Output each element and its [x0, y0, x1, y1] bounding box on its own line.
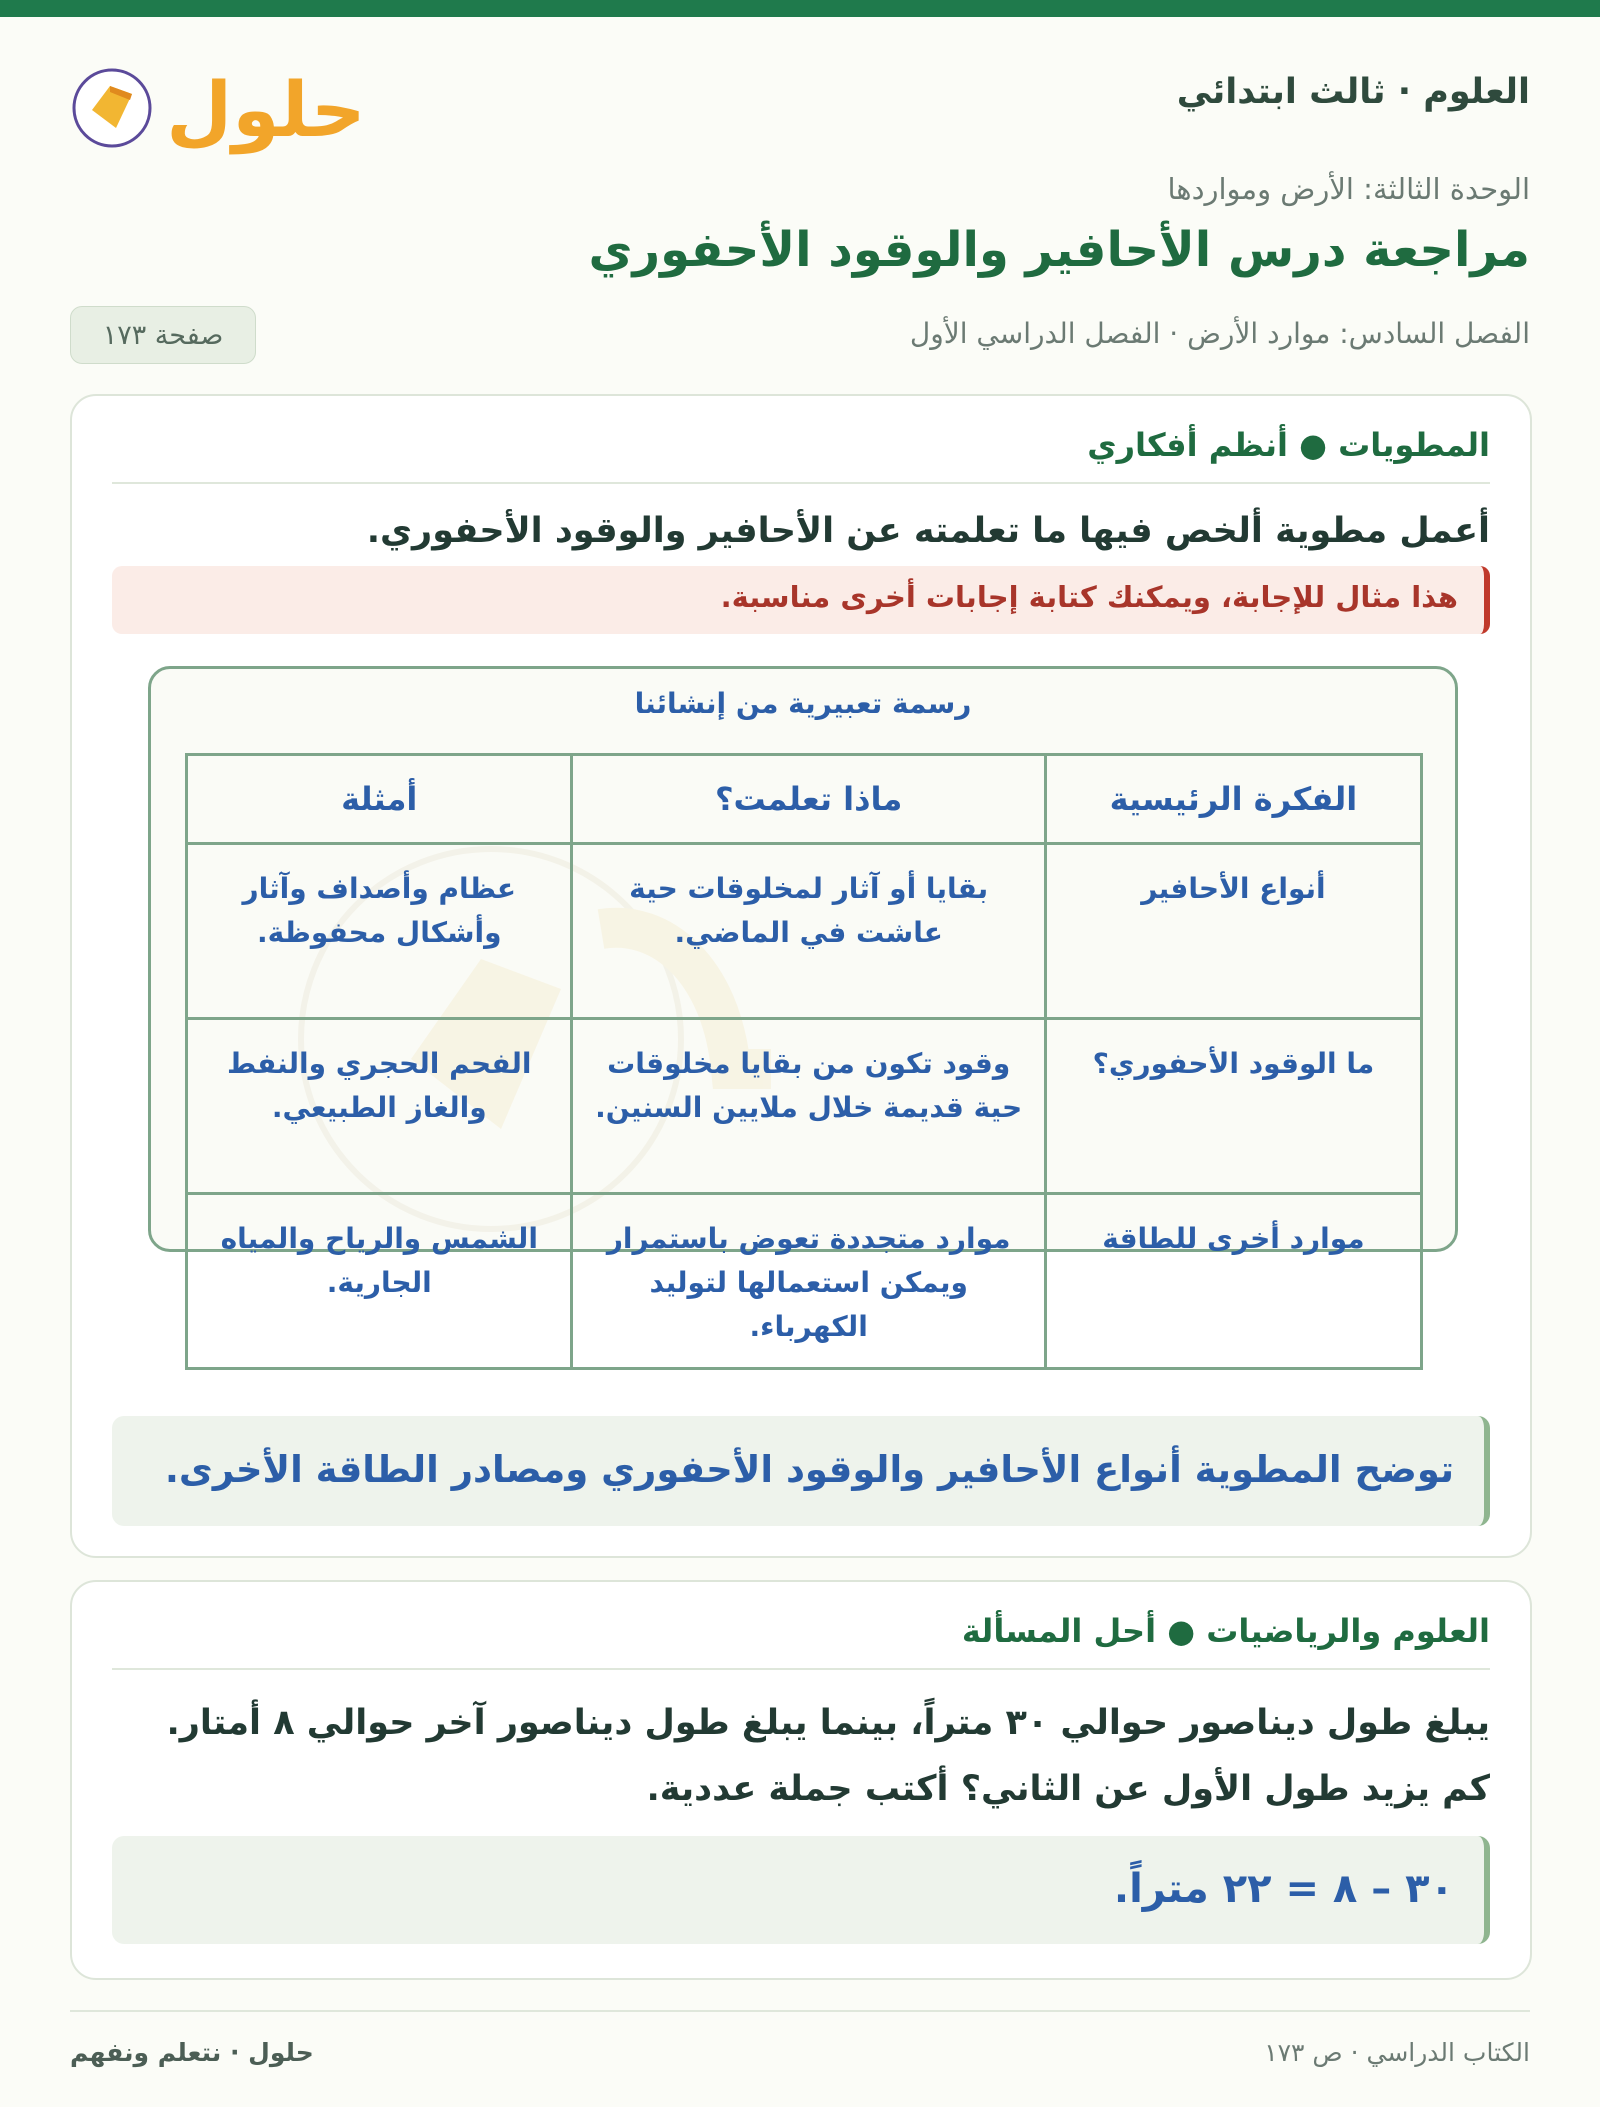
table-cell: موارد متجددة تعوض باستمرار ويمكن استعمالها لتوليد الكهرباء. [572, 1194, 1045, 1369]
table-row [187, 1019, 1422, 1194]
header-what-learned: ماذا تعلمت؟ [572, 755, 1045, 844]
math-prompt: يبلغ طول ديناصور حوالي ٣٠ متراً، بينما يبلغ طول ديناصور آخر حوالي ٨ أمتار. كم يزيد طول الأول عن الثاني؟ أكتب جملة عددية. [166, 1703, 1490, 1809]
table-cell: عظام وأصداف وآثار وأشكال محفوظة. [187, 844, 572, 1019]
math-answer: ٣٠ – ٨ = ٢٢ متراً. [1113, 1866, 1454, 1912]
heading-divider [112, 1668, 1490, 1670]
header-main-idea: الفكرة الرئيسية [1045, 755, 1421, 844]
footer-divider [70, 2010, 1530, 2012]
math-card [70, 1580, 1532, 1980]
page-title: مراجعة درس الأحافير والوقود الأحفوري [588, 222, 1530, 278]
table-cell: موارد أخرى للطاقة [1045, 1194, 1421, 1369]
unit-label: الوحدة الثالثة: الأرض ومواردها [1167, 172, 1530, 206]
subject-grade-label: العلوم · ثالث ابتدائي [1176, 72, 1530, 112]
footer-brand: حلول · نتعلم ونفهم [70, 2038, 314, 2067]
math-heading: العلوم والرياضيات ● أحل المسألة [961, 1612, 1490, 1650]
header-examples: أمثلة [187, 755, 572, 844]
hulul-logo [70, 48, 366, 158]
table-cell: بقايا أو آثار لمخلوقات حية عاشت في الماضي. [572, 844, 1045, 1019]
table-cell: أنواع الأحافير [1045, 844, 1421, 1019]
foldables-card [70, 394, 1532, 1558]
table-cell: الشمس والرياح والمياه الجارية. [187, 1194, 572, 1369]
foldables-answer: توضح المطوية أنواع الأحافير والوقود الأحفوري ومصادر الطاقة الأخرى. [164, 1448, 1454, 1491]
example-note [112, 566, 1490, 634]
table-row [187, 844, 1422, 1019]
foldable-table [185, 753, 1423, 1370]
table-cell: وقود تكون من بقايا مخلوقات حية قديمة خلال ملايين السنين. [572, 1019, 1045, 1194]
table-cell: ما الوقود الأحفوري؟ [1045, 1019, 1421, 1194]
example-note-text: هذا مثال للإجابة، ويمكنك كتابة إجابات أخرى مناسبة. [720, 580, 1458, 614]
footer-book-page: الكتاب الدراسي · ص ١٧٣ [1264, 2038, 1530, 2067]
top-accent-bar [0, 0, 1600, 17]
foldables-heading: المطويات ● أنظم أفكاري [1087, 426, 1490, 464]
table-row [187, 1194, 1422, 1369]
table-cell: الفحم الحجري والنفط والغاز الطبيعي. [187, 1019, 572, 1194]
table-header-row [187, 755, 1422, 844]
logo-wordmark: حلول [166, 65, 366, 154]
foldable-diagram [148, 666, 1458, 1343]
foldables-prompt: أعمل مطوية ألخص فيها ما تعلمته عن الأحافير والوقود الأحفوري. [366, 511, 1490, 551]
foldables-answer-box [112, 1416, 1490, 1526]
page-number-badge: صفحة ١٧٣ [70, 306, 256, 364]
chapter-label: الفصل السادس: موارد الأرض · الفصل الدراسي الأول [909, 317, 1530, 350]
diagram-title: رسمة تعبيرية من إنشائنا [634, 687, 972, 720]
heading-divider [112, 482, 1490, 484]
math-answer-box [112, 1836, 1490, 1944]
